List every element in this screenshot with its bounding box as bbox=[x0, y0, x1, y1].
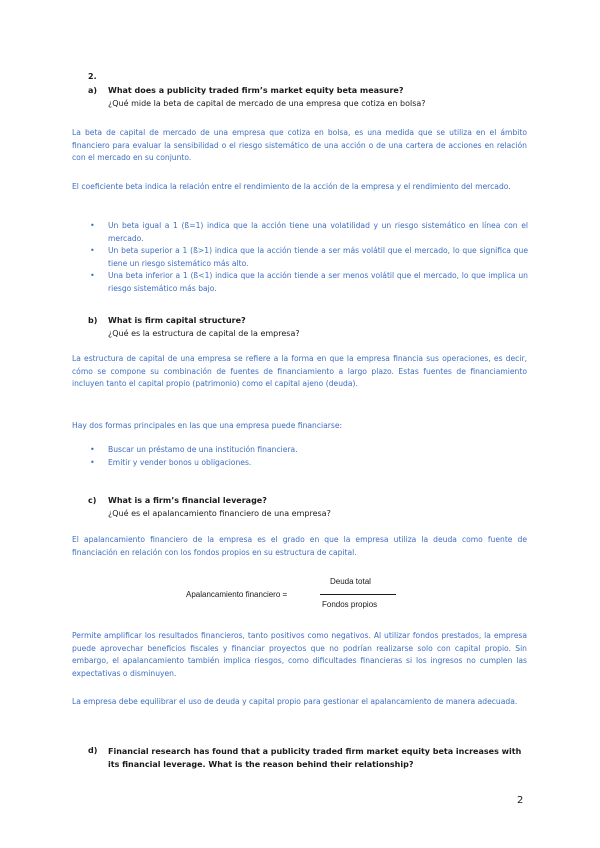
formula-numerator: Deuda total bbox=[330, 577, 371, 586]
page-number: 2 bbox=[517, 795, 524, 806]
bullet-icon: • bbox=[90, 445, 95, 454]
list-item: • Buscar un préstamo de una institución financiera. bbox=[88, 444, 528, 457]
list-item: • Un beta superior a 1 (ß>1) indica que la acción tiende a ser más volátil que el mercado, lo que significa que tiene un riesgo sistemático más alto. bbox=[90, 246, 528, 268]
answer-a-bullet-list bbox=[88, 220, 528, 296]
list-item: • Un beta igual a 1 (ß=1) indica que la acción tiene una volatilidad y un riesgo sistemático en línea con el mercado. bbox=[90, 221, 528, 243]
list-item: • Una beta inferior a 1 (ß<1) indica que la acción tiende a ser menos volátil que el mercado, lo que implica un riesgo sistemático más bajo. bbox=[90, 271, 528, 293]
answer-c-paragraph-2: Permite amplificar los resultados financieros, tanto positivos como negativos. Al utilizar fondos prestados, la empresa puede aprovechar beneficios fiscales y financiar proyectos que no podrían realizarse solo con capital propio. Sin embargo, el apalancamiento también implica riesgos, como dificultades financieras si los ingresos no cumplen las expectativas o disminuyen. bbox=[72, 631, 527, 678]
question-d-english: Financial research has found that a publicity traded firm market equity beta increases with its financial leverage. What is the reason behind their relationship? bbox=[108, 747, 522, 769]
formula-denominator: Fondos propios bbox=[322, 600, 378, 609]
list-item: • Emitir y vender bonos u obligaciones. bbox=[88, 457, 528, 470]
bullet-icon: • bbox=[90, 221, 95, 230]
question-a-spanish: ¿Qué mide la beta de capital de mercado de una empresa que cotiza en bolsa? bbox=[108, 99, 426, 108]
fraction-bar bbox=[320, 594, 396, 595]
question-b-spanish: ¿Qué es la estructura de capital de la empresa? bbox=[108, 329, 300, 338]
question-c-letter: c) bbox=[88, 496, 97, 505]
formula-lhs: Apalancamiento financiero = bbox=[186, 590, 288, 599]
section-number: 2. bbox=[88, 72, 97, 81]
question-d-letter: d) bbox=[88, 746, 98, 755]
question-c-spanish: ¿Qué es el apalancamiento financiero de una empresa? bbox=[108, 509, 331, 518]
leverage-formula bbox=[186, 577, 406, 613]
question-c-english: What is a firm’s financial leverage? bbox=[108, 496, 267, 505]
answer-a-paragraph-2: El coeficiente beta indica la relación entre el rendimiento de la acción de la empresa y el rendimiento del mercado. bbox=[72, 182, 511, 191]
bullet-icon: • bbox=[90, 457, 95, 467]
question-a-english: What does a publicity traded firm’s market equity beta measure? bbox=[108, 86, 404, 95]
answer-b-paragraph-2: Hay dos formas principales en las que una empresa puede financiarse: bbox=[72, 421, 343, 430]
question-b-letter: b) bbox=[88, 316, 98, 325]
answer-b-bullet-list bbox=[88, 444, 528, 469]
answer-b-paragraph-1: La estructura de capital de una empresa se refiere a la forma en que la empresa financia sus operaciones, es decir, cómo se compone su combinación de fuentes de financiamiento a largo plazo. Estas fuentes de financiamiento incluyen tanto el capital propio (patrimonio) como el capital ajeno (deuda). bbox=[72, 354, 527, 389]
bullet-icon: • bbox=[90, 271, 95, 281]
question-b-english: What is firm capital structure? bbox=[108, 316, 246, 325]
bullet-icon: • bbox=[90, 246, 95, 256]
question-a-letter: a) bbox=[88, 86, 98, 95]
answer-c-paragraph-3: La empresa debe equilibrar el uso de deuda y capital propio para gestionar el apalancamiento de manera adecuada. bbox=[72, 697, 518, 706]
answer-c-paragraph-1: El apalancamiento financiero de la empresa es el grado en que la empresa utiliza la deuda como fuente de financiación en relación con los fondos propios en su estructura de capital. bbox=[72, 535, 527, 557]
answer-a-paragraph-1: La beta de capital de mercado de una empresa que cotiza en bolsa, es una medida que se utiliza en el ámbito financiero para evaluar la sensibilidad o el riesgo sistemático de una acción o de una cartera de acciones en relación con el mercado en su conjunto. bbox=[72, 128, 527, 163]
